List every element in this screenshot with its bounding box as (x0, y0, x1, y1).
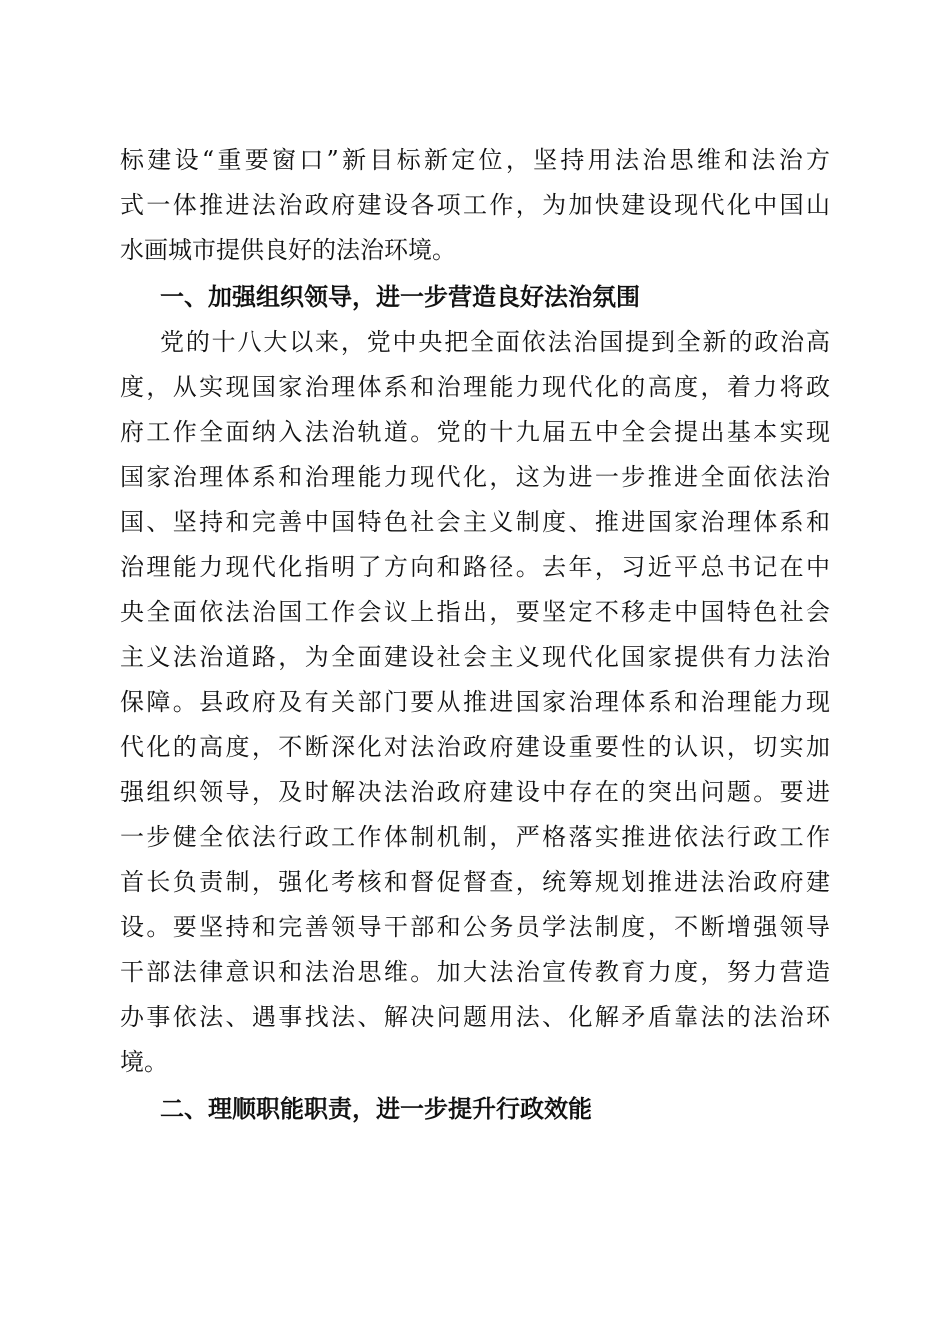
section-1-line-17: 境。 (120, 1048, 168, 1076)
section-1-line-10: 代化的高度，不断深化对法治政府建设重要性的认识，切实加 (120, 733, 830, 761)
intro-line-2: 式一体推进法治政府建设各项工作，为加快建设现代化中国山 (120, 191, 830, 219)
section-1-line-7: 央全面依法治国工作会议上指出，要坚定不移走中国特色社会 (120, 598, 830, 626)
section-1-line-3: 府工作全面纳入法治轨道。党的十九届五中全会提出基本实现 (120, 418, 830, 446)
section-1-line-16: 办事依法、遇事找法、解决问题用法、化解矛盾靠法的法治环 (120, 1003, 830, 1031)
intro-line-3: 水画城市提供良好的法治环境。 (120, 236, 456, 264)
section-1-line-2: 度，从实现国家治理体系和治理能力现代化的高度，着力将政 (120, 373, 830, 401)
section-1-line-5: 国、坚持和完善中国特色社会主义制度、推进国家治理体系和 (120, 508, 830, 536)
section-1-line-11: 强组织领导，及时解决法治政府建设中存在的突出问题。要进 (120, 778, 830, 806)
section-1-heading: 一、加强组织领导，进一步营造良好法治氛围 (160, 283, 640, 311)
section-1-line-6: 治理能力现代化指明了方向和路径。去年，习近平总书记在中 (120, 553, 830, 581)
section-1-line-4: 国家治理体系和治理能力现代化，这为进一步推进全面依法治 (120, 463, 830, 491)
section-1-line-9: 保障。县政府及有关部门要从推进国家治理体系和治理能力现 (120, 688, 830, 716)
section-1-line-13: 首长负责制，强化考核和督促督查，统筹规划推进法治政府建 (120, 868, 830, 896)
section-1-line-1: 党的十八大以来，党中央把全面依法治国提到全新的政治高 (160, 328, 830, 356)
section-1-line-12: 一步健全依法行政工作体制机制，严格落实推进依法行政工作 (120, 823, 830, 851)
section-2-heading: 二、理顺职能职责，进一步提升行政效能 (160, 1095, 592, 1123)
section-1-line-15: 干部法律意识和法治思维。加大法治宣传教育力度，努力营造 (120, 958, 830, 986)
section-1-line-8: 主义法治道路，为全面建设社会主义现代化国家提供有力法治 (120, 643, 830, 671)
section-1-line-14: 设。要坚持和完善领导干部和公务员学法制度，不断增强领导 (120, 913, 830, 941)
intro-line-1: 标建设“重要窗口”新目标新定位，坚持用法治思维和法治方 (120, 146, 830, 174)
